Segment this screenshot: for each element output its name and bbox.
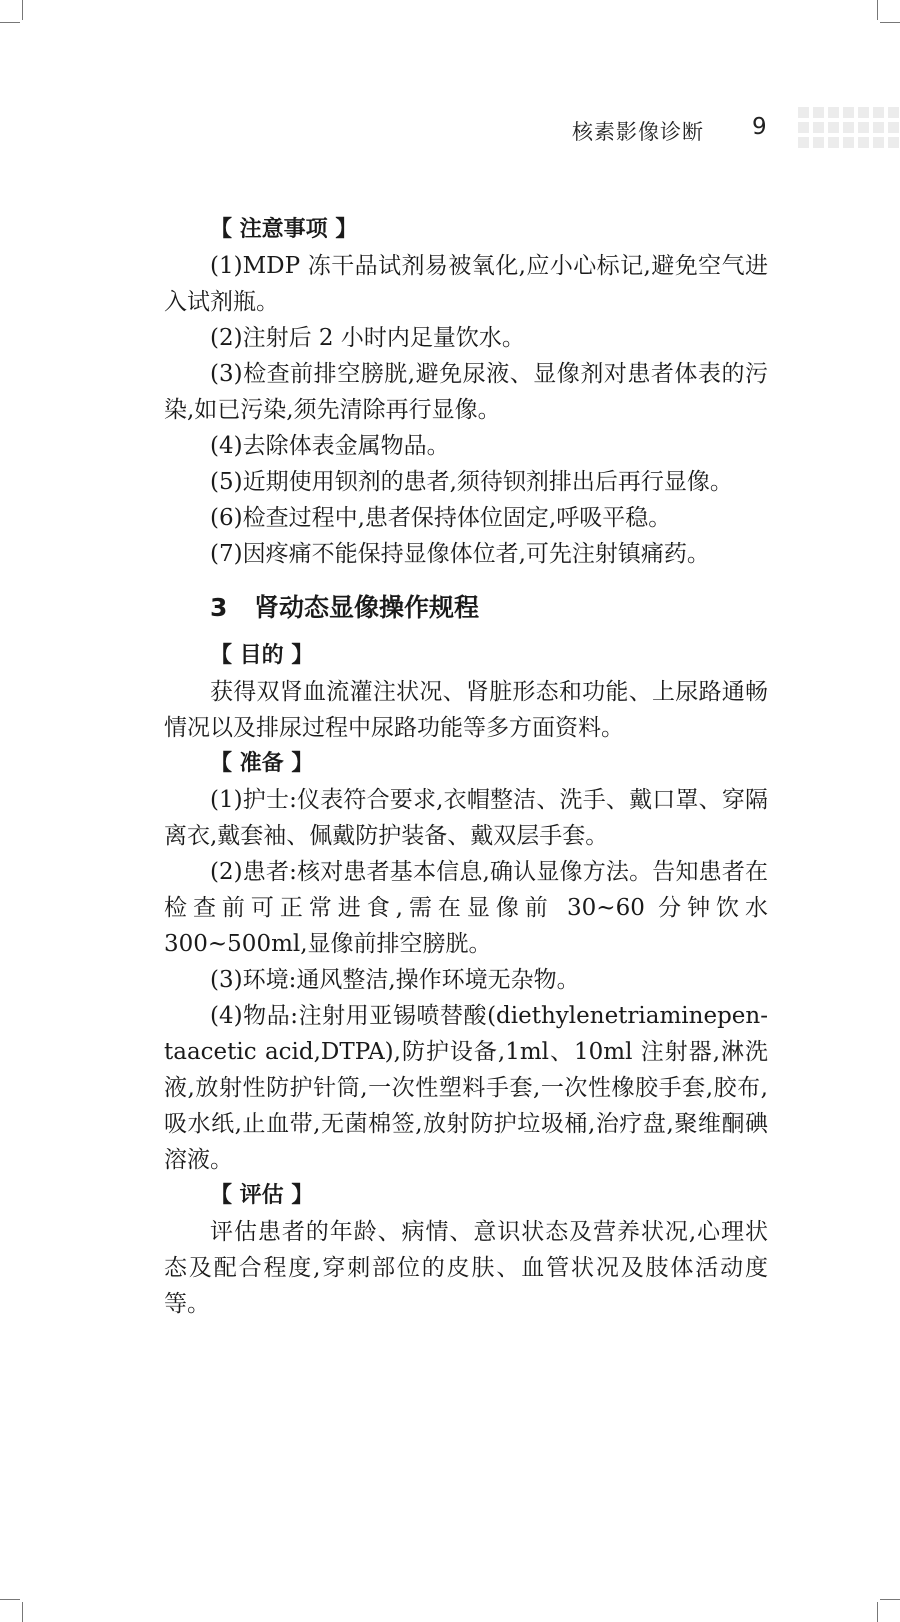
crop-mark bbox=[0, 1599, 20, 1600]
preparation-item: (4)物品:注射用亚锡喷替酸(diethylenetriaminepen-taacetic acid,DTPA),防护设备,1ml、10ml 注射器,淋洗液,放射性防护针筒,一次性塑料手套,一次性橡胶手套,胶布,吸水纸,止血带,无菌棉签,放射防护垃圾桶,治疗盘,聚维酮碘溶液。 bbox=[164, 1003, 768, 1173]
precaution-item: (2)注射后 2 小时内足量饮水。 bbox=[210, 325, 525, 351]
crop-mark bbox=[877, 0, 878, 20]
purpose-heading: 【 目的 】 bbox=[210, 643, 314, 668]
precaution-item: (6)检查过程中,患者保持体位固定,呼吸平稳。 bbox=[210, 505, 672, 531]
precaution-item: (4)去除体表金属物品。 bbox=[210, 433, 450, 459]
precaution-item: (1)MDP 冻干品试剂易被氧化,应小心标记,避免空气进入试剂瓶。 bbox=[164, 253, 768, 315]
section-title bbox=[210, 588, 768, 628]
assessment-heading: 【 评估 】 bbox=[210, 1183, 314, 1208]
crop-mark bbox=[877, 1602, 878, 1622]
header-decoration bbox=[798, 107, 900, 153]
preparation-item: (1)护士:仪表符合要求,衣帽整洁、洗手、戴口罩、穿隔离衣,戴套袖、佩戴防护装备、戴双层手套。 bbox=[164, 787, 768, 849]
precautions-heading: 【 注意事项 】 bbox=[210, 217, 358, 242]
preparation-item: (3)环境:通风整洁,操作环境无杂物。 bbox=[210, 967, 580, 993]
preparation-heading: 【 准备 】 bbox=[210, 751, 314, 776]
crop-mark bbox=[880, 22, 900, 23]
page-number: 9 bbox=[752, 114, 767, 140]
crop-mark bbox=[22, 0, 23, 20]
preparation-item: (2)患者:核对患者基本信息,确认显像方法。告知患者在检查前可正常进食,需在显像前 30~60 分钟饮水 300~500ml,显像前排空膀胱。 bbox=[164, 859, 768, 957]
crop-mark bbox=[0, 22, 20, 23]
header-title: 核素影像诊断 bbox=[572, 120, 704, 144]
precaution-item: (3)检查前排空膀胱,避免尿液、显像剂对患者体表的污染,如已污染,须先清除再行显像。 bbox=[164, 361, 768, 423]
crop-mark bbox=[880, 1599, 900, 1600]
crop-mark bbox=[22, 1602, 23, 1622]
precaution-item: (5)近期使用钡剂的患者,须待钡剂排出后再行显像。 bbox=[210, 469, 733, 495]
running-header bbox=[0, 110, 900, 150]
section-number: 3 bbox=[210, 593, 228, 622]
section-title-text: 肾动态显像操作规程 bbox=[254, 593, 480, 622]
purpose-text: 获得双肾血流灌注状况、肾脏形态和功能、上尿路通畅情况以及排尿过程中尿路功能等多方面资料。 bbox=[164, 679, 768, 741]
precaution-item: (7)因疼痛不能保持显像体位者,可先注射镇痛药。 bbox=[210, 541, 710, 567]
assessment-text: 评估患者的年龄、病情、意识状态及营养状况,心理状态及配合程度,穿刺部位的皮肤、血管状况及肢体活动度等。 bbox=[164, 1219, 768, 1317]
page-body bbox=[164, 212, 768, 1322]
